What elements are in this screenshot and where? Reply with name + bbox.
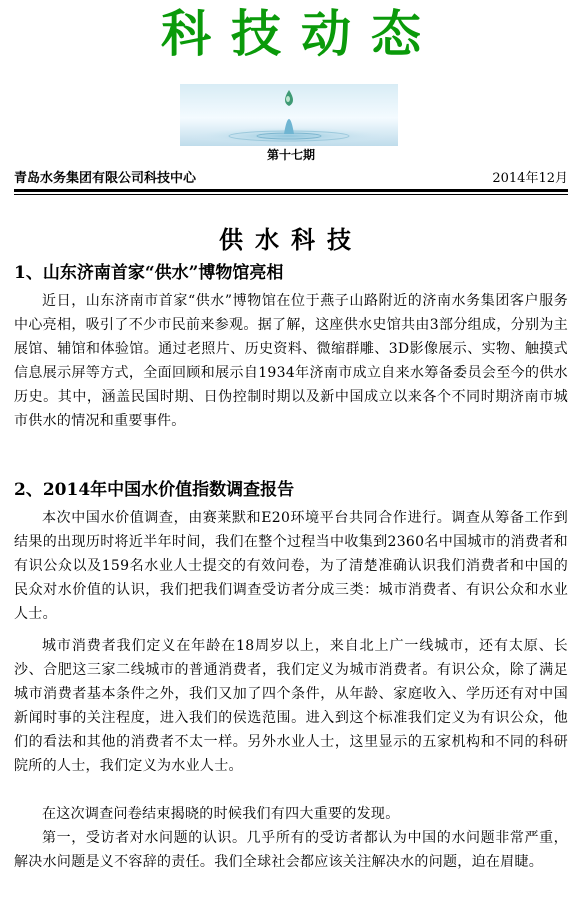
masthead-title: 科技动态: [161, 5, 441, 63]
header-divider-thick: [14, 189, 568, 192]
water-drop-banner-image: [180, 84, 398, 146]
article-2-paragraph-2: 城市消费者我们定义在年龄在18周岁以上，来自北上广一线城市，还有太原、长沙、合肥这三家二线城市的普通消费者，我们定义为城市消费者。有识公众，除了满足城市消费者基本条件之外，我们又加了四个条件，从年龄、家庭收入、学历还有对中国新闻时事的关注程度，进入我们的侯选范围。进入到这个标准我们定义为有识公众，他们的看法和其他的消费者不太一样。另外水业人士，这里显示的五家机构和不同的科研院所的人士，我们定义为水业人士。: [14, 638, 568, 774]
article-1-paragraph-1: 近日，山东济南市首家“供水”博物馆在位于燕子山路附近的济南水务集团客户服务中心亮相，吸引了不少市民前来参观。据了解，这座供水史馆共由3部分组成，分别为主展馆、辅馆和体验馆。通过老照片、历史资料、微缩群雕、3D影像展示、实物、触摸式信息展示屏等方式，全面回顾和展示自1934年济南市成立自来水筹备委员会至今的供水历史。其中，涵盖民国时期、日伪控制时期以及新中国成立以来各个不同时期济南市城市供水的情况和重要事件。: [14, 293, 568, 429]
header-divider-thin: [14, 194, 568, 195]
article-2-paragraph-3: 在这次调查问卷结束揭晓的时候我们有四大重要的发现。: [42, 806, 400, 822]
article-1-heading: 1、山东济南首家“供水”博物馆亮相: [14, 263, 284, 283]
issue-number: 第十七期: [266, 148, 315, 162]
publication-date: 2014年12月: [492, 170, 568, 186]
article-2-heading: 2、2014年中国水价值指数调查报告: [14, 480, 295, 500]
article-2-paragraph-1: 本次中国水价值调查，由赛莱默和E20环境平台共同合作进行。调查从筹备工作到结果的出现历时将近半年时间，我们在整个过程当中收集到2360名中国城市的消费者和有识公众以及159名水业人士提交的有效问卷，为了清楚准确认识我们消费者和中国的民众对水价值的认识，我们把我们调查受访者分成三类：城市消费者、有识公众和水业人士。: [14, 510, 568, 622]
section-title: 供水科技: [219, 225, 363, 254]
masthead-meta-row: [14, 166, 568, 186]
organization-name: 青岛水务集团有限公司科技中心: [14, 170, 197, 186]
article-2-paragraph-4: 第一，受访者对水问题的认识。几乎所有的受访者都认为中国的水问题非常严重，解决水问题是义不容辞的责任。我们全球社会都应该关注解决水的问题，迫在眉睫。: [14, 830, 568, 870]
